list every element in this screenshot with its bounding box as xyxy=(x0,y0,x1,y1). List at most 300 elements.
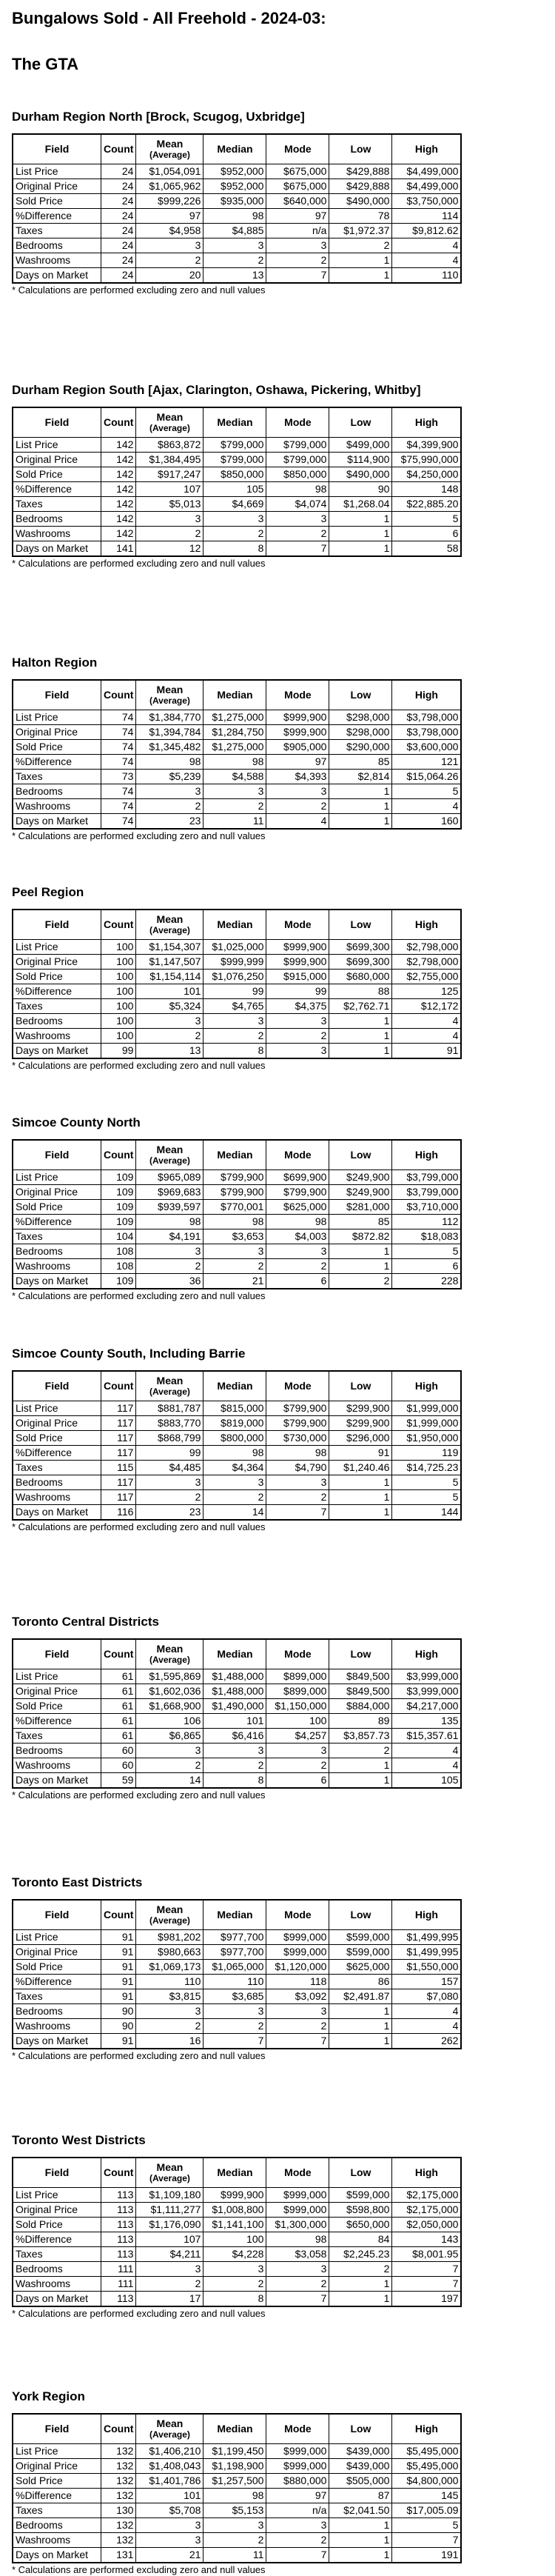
cell-field: Taxes xyxy=(13,770,101,784)
table-row xyxy=(13,1014,461,1029)
cell-mean: 2 xyxy=(136,253,204,268)
cell-high: 110 xyxy=(392,268,462,284)
cell-high: 4 xyxy=(392,238,462,253)
cell-count: 132 xyxy=(101,2444,136,2459)
table-row xyxy=(13,2444,461,2459)
table-row xyxy=(13,1773,461,1789)
cell-count: 24 xyxy=(101,164,136,179)
table-header-row xyxy=(13,680,461,710)
cell-low: 1 xyxy=(329,527,392,541)
table-body xyxy=(13,1401,461,1521)
cell-high: $7,080 xyxy=(392,1989,462,2004)
cell-high: $14,725.23 xyxy=(392,1461,462,1475)
cell-mode: $1,300,000 xyxy=(266,2218,329,2232)
cell-count: 74 xyxy=(101,799,136,814)
cell-high: 58 xyxy=(392,541,462,557)
cell-high: 145 xyxy=(392,2489,462,2503)
cell-field: Washrooms xyxy=(13,799,101,814)
col-header-median: Median xyxy=(204,407,266,438)
cell-field: Sold Price xyxy=(13,467,101,482)
cell-median: $1,257,500 xyxy=(204,2474,266,2489)
table-body xyxy=(13,164,461,284)
cell-mode: 3 xyxy=(266,2262,329,2277)
cell-high: $1,499,995 xyxy=(392,1945,462,1960)
table-row xyxy=(13,814,461,830)
cell-mode: 2 xyxy=(266,1490,329,1505)
cell-count: 141 xyxy=(101,541,136,557)
cell-field: Taxes xyxy=(13,497,101,512)
cell-high: 114 xyxy=(392,209,462,224)
cell-mode: $880,000 xyxy=(266,2474,329,2489)
table-header-row xyxy=(13,2414,461,2444)
table-row xyxy=(13,799,461,814)
cell-count: 142 xyxy=(101,497,136,512)
cell-high: $12,172 xyxy=(392,999,462,1014)
table-row xyxy=(13,224,461,238)
cell-median: $999,999 xyxy=(204,955,266,970)
col-header-low: Low xyxy=(329,2158,392,2188)
table-row xyxy=(13,1215,461,1229)
cell-mode: $899,000 xyxy=(266,1669,329,1684)
cell-low: $849,500 xyxy=(329,1669,392,1684)
cell-high: 119 xyxy=(392,1446,462,1461)
cell-mean: 110 xyxy=(136,1975,204,1989)
cell-count: 142 xyxy=(101,527,136,541)
cell-count: 132 xyxy=(101,2474,136,2489)
cell-mean: 3 xyxy=(136,1744,204,1758)
table-body xyxy=(13,1930,461,2049)
cell-field: %Difference xyxy=(13,1446,101,1461)
cell-high: $3,750,000 xyxy=(392,194,462,209)
region-title: Simcoe County North xyxy=(12,1115,141,1129)
cell-high: $4,499,000 xyxy=(392,164,462,179)
stats-table xyxy=(12,1139,462,1289)
cell-mean: $969,683 xyxy=(136,1185,204,1200)
cell-mean: $1,668,900 xyxy=(136,1699,204,1714)
report-title: Bungalows Sold - All Freehold - 2024-03: xyxy=(12,9,326,27)
table-header-row xyxy=(13,1639,461,1669)
col-header-low: Low xyxy=(329,134,392,164)
cell-median: $1,076,250 xyxy=(204,970,266,984)
table-header-row xyxy=(13,1900,461,1930)
cell-field: List Price xyxy=(13,1170,101,1185)
col-header-mode: Mode xyxy=(266,1900,329,1930)
cell-median: $799,000 xyxy=(204,438,266,453)
cell-median: $819,000 xyxy=(204,1416,266,1431)
cell-high: $5,495,000 xyxy=(392,2459,462,2474)
cell-low: 1 xyxy=(329,541,392,557)
cell-median: $4,885 xyxy=(204,224,266,238)
cell-mean: 101 xyxy=(136,2489,204,2503)
table-row xyxy=(13,999,461,1014)
cell-mean: $1,154,114 xyxy=(136,970,204,984)
table-row xyxy=(13,1244,461,1259)
cell-median: 3 xyxy=(204,238,266,253)
cell-low: $680,000 xyxy=(329,970,392,984)
cell-median: $6,416 xyxy=(204,1729,266,1744)
cell-mean: $4,191 xyxy=(136,1229,204,1244)
cell-mode: 4 xyxy=(266,814,329,830)
cell-mean: 2 xyxy=(136,1758,204,1773)
col-header-median: Median xyxy=(204,134,266,164)
cell-mode: $999,000 xyxy=(266,1930,329,1945)
table-row xyxy=(13,1669,461,1684)
cell-count: 100 xyxy=(101,999,136,1014)
cell-mode: $675,000 xyxy=(266,179,329,194)
cell-mean: 23 xyxy=(136,1505,204,1521)
cell-mean: $5,708 xyxy=(136,2503,204,2518)
cell-field: %Difference xyxy=(13,984,101,999)
cell-count: 91 xyxy=(101,1960,136,1975)
cell-mean: $1,384,495 xyxy=(136,453,204,467)
cell-low: 2 xyxy=(329,2262,392,2277)
table-row xyxy=(13,1989,461,2004)
table-row xyxy=(13,1505,461,1521)
cell-high: $4,499,000 xyxy=(392,179,462,194)
cell-mean: 21 xyxy=(136,2548,204,2563)
cell-median: 98 xyxy=(204,1446,266,1461)
table-header-row xyxy=(13,2158,461,2188)
cell-mean: 99 xyxy=(136,1446,204,1461)
cell-low: 88 xyxy=(329,984,392,999)
calculation-footnote: * Calculations are performed excluding zero and null values xyxy=(12,2308,266,2319)
cell-low: $249,900 xyxy=(329,1185,392,1200)
cell-mode: 3 xyxy=(266,1044,329,1059)
cell-count: 99 xyxy=(101,1044,136,1059)
cell-high: 5 xyxy=(392,1244,462,1259)
cell-field: Sold Price xyxy=(13,1431,101,1446)
cell-mean: $5,324 xyxy=(136,999,204,1014)
col-header-median: Median xyxy=(204,1639,266,1669)
cell-high: $2,175,000 xyxy=(392,2203,462,2218)
cell-low: $298,000 xyxy=(329,710,392,725)
cell-field: Days on Market xyxy=(13,2548,101,2563)
cell-field: Sold Price xyxy=(13,2474,101,2489)
cell-median: 110 xyxy=(204,1975,266,1989)
cell-mode: $999,000 xyxy=(266,2459,329,2474)
cell-mode: $799,900 xyxy=(266,1416,329,1431)
cell-median: $1,490,000 xyxy=(204,1699,266,1714)
cell-field: %Difference xyxy=(13,755,101,770)
cell-field: Days on Market xyxy=(13,814,101,830)
cell-mode: $4,375 xyxy=(266,999,329,1014)
cell-high: 5 xyxy=(392,512,462,527)
cell-mode: 7 xyxy=(266,2292,329,2307)
cell-mode: 3 xyxy=(266,1244,329,1259)
cell-field: Bedrooms xyxy=(13,2518,101,2533)
cell-low: $650,000 xyxy=(329,2218,392,2232)
cell-count: 113 xyxy=(101,2247,136,2262)
cell-mode: 97 xyxy=(266,209,329,224)
cell-mode: 2 xyxy=(266,2019,329,2034)
cell-mode: 98 xyxy=(266,1215,329,1229)
cell-high: $3,798,000 xyxy=(392,710,462,725)
cell-low: 1 xyxy=(329,1490,392,1505)
cell-median: 8 xyxy=(204,1773,266,1789)
cell-mode: 6 xyxy=(266,1274,329,1289)
table-row xyxy=(13,209,461,224)
cell-high: 121 xyxy=(392,755,462,770)
cell-mean: $4,211 xyxy=(136,2247,204,2262)
cell-count: 24 xyxy=(101,209,136,224)
col-header-mean: Mean (Average) xyxy=(136,407,204,438)
cell-low: 85 xyxy=(329,1215,392,1229)
cell-median: 3 xyxy=(204,2004,266,2019)
cell-high: $4,399,900 xyxy=(392,438,462,453)
cell-high: $9,812.62 xyxy=(392,224,462,238)
cell-mode: 3 xyxy=(266,1744,329,1758)
stats-table xyxy=(12,1638,462,1789)
cell-median: 3 xyxy=(204,1014,266,1029)
table-row xyxy=(13,497,461,512)
cell-high: 5 xyxy=(392,2518,462,2533)
cell-field: Original Price xyxy=(13,1185,101,1200)
cell-median: $1,008,800 xyxy=(204,2203,266,2218)
cell-mean: $1,401,786 xyxy=(136,2474,204,2489)
cell-count: 59 xyxy=(101,1773,136,1789)
cell-median: 13 xyxy=(204,268,266,284)
cell-high: 4 xyxy=(392,2019,462,2034)
cell-count: 91 xyxy=(101,1975,136,1989)
col-header-count: Count xyxy=(101,134,136,164)
table-row xyxy=(13,1401,461,1416)
cell-low: $429,888 xyxy=(329,179,392,194)
table-row xyxy=(13,1416,461,1431)
cell-high: $3,999,000 xyxy=(392,1669,462,1684)
cell-field: Original Price xyxy=(13,2203,101,2218)
cell-mode: $4,393 xyxy=(266,770,329,784)
cell-low: $2,762.71 xyxy=(329,999,392,1014)
col-header-low: Low xyxy=(329,1371,392,1401)
cell-mean: 2 xyxy=(136,527,204,541)
cell-count: 24 xyxy=(101,238,136,253)
cell-low: 1 xyxy=(329,2019,392,2034)
cell-high: 7 xyxy=(392,2277,462,2292)
cell-mean: $5,013 xyxy=(136,497,204,512)
cell-field: Original Price xyxy=(13,1684,101,1699)
table-row xyxy=(13,1461,461,1475)
cell-field: List Price xyxy=(13,164,101,179)
table-row xyxy=(13,755,461,770)
cell-low: $1,268.04 xyxy=(329,497,392,512)
cell-count: 109 xyxy=(101,1185,136,1200)
cell-median: $1,284,750 xyxy=(204,725,266,740)
cell-high: $1,550,000 xyxy=(392,1960,462,1975)
cell-mode: 118 xyxy=(266,1975,329,1989)
col-header-high: High xyxy=(392,2158,462,2188)
cell-high: $4,217,000 xyxy=(392,1699,462,1714)
cell-mode: 7 xyxy=(266,268,329,284)
cell-median: 2 xyxy=(204,2277,266,2292)
col-header-mode: Mode xyxy=(266,407,329,438)
table-row xyxy=(13,2548,461,2563)
cell-mean: 106 xyxy=(136,1714,204,1729)
cell-count: 61 xyxy=(101,1714,136,1729)
table-row xyxy=(13,1185,461,1200)
cell-low: $298,000 xyxy=(329,725,392,740)
col-header-count: Count xyxy=(101,2158,136,2188)
cell-high: $2,050,000 xyxy=(392,2218,462,2232)
cell-mode: n/a xyxy=(266,2503,329,2518)
stats-table xyxy=(12,679,462,830)
cell-low: 1 xyxy=(329,784,392,799)
cell-median: 101 xyxy=(204,1714,266,1729)
cell-high: $1,999,000 xyxy=(392,1401,462,1416)
cell-count: 117 xyxy=(101,1431,136,1446)
cell-low: $296,000 xyxy=(329,1431,392,1446)
cell-field: Taxes xyxy=(13,1729,101,1744)
table-row xyxy=(13,2503,461,2518)
cell-count: 61 xyxy=(101,1729,136,1744)
cell-mean: 13 xyxy=(136,1044,204,1059)
cell-high: 105 xyxy=(392,1773,462,1789)
cell-high: $15,064.26 xyxy=(392,770,462,784)
cell-mean: 17 xyxy=(136,2292,204,2307)
col-header-low: Low xyxy=(329,1639,392,1669)
cell-mean: $965,089 xyxy=(136,1170,204,1185)
cell-high: $2,798,000 xyxy=(392,940,462,955)
cell-low: 1 xyxy=(329,1259,392,1274)
cell-high: 228 xyxy=(392,1274,462,1289)
cell-mean: 2 xyxy=(136,1490,204,1505)
cell-mode: $999,000 xyxy=(266,2188,329,2203)
table-row xyxy=(13,238,461,253)
cell-high: 7 xyxy=(392,2533,462,2548)
cell-median: $815,000 xyxy=(204,1401,266,1416)
cell-high: $3,999,000 xyxy=(392,1684,462,1699)
cell-low: $3,857.73 xyxy=(329,1729,392,1744)
cell-high: 91 xyxy=(392,1044,462,1059)
cell-field: Days on Market xyxy=(13,2034,101,2049)
cell-mode: $4,074 xyxy=(266,497,329,512)
cell-high: $2,175,000 xyxy=(392,2188,462,2203)
cell-mode: $699,900 xyxy=(266,1170,329,1185)
table-row xyxy=(13,1200,461,1215)
col-header-count: Count xyxy=(101,1639,136,1669)
cell-high: $3,799,000 xyxy=(392,1170,462,1185)
table-row xyxy=(13,2262,461,2277)
cell-median: $4,228 xyxy=(204,2247,266,2262)
cell-high: $17,005.09 xyxy=(392,2503,462,2518)
cell-mode: 97 xyxy=(266,755,329,770)
table-row xyxy=(13,1684,461,1699)
col-header-low: Low xyxy=(329,2414,392,2444)
cell-mode: 98 xyxy=(266,1446,329,1461)
col-header-mean: Mean (Average) xyxy=(136,2414,204,2444)
cell-median: 2 xyxy=(204,1259,266,1274)
cell-field: Days on Market xyxy=(13,1773,101,1789)
cell-high: 7 xyxy=(392,2262,462,2277)
cell-field: List Price xyxy=(13,1401,101,1416)
cell-mode: 3 xyxy=(266,238,329,253)
col-header-high: High xyxy=(392,407,462,438)
col-header-median: Median xyxy=(204,2158,266,2188)
cell-mean: 2 xyxy=(136,2019,204,2034)
cell-field: Bedrooms xyxy=(13,1244,101,1259)
table-header-row xyxy=(13,407,461,438)
cell-count: 90 xyxy=(101,2004,136,2019)
cell-high: $4,250,000 xyxy=(392,467,462,482)
cell-count: 113 xyxy=(101,2292,136,2307)
cell-count: 74 xyxy=(101,814,136,830)
cell-median: 2 xyxy=(204,1490,266,1505)
cell-low: 1 xyxy=(329,1044,392,1059)
cell-count: 100 xyxy=(101,940,136,955)
col-header-median: Median xyxy=(204,680,266,710)
cell-count: 109 xyxy=(101,1215,136,1229)
cell-mean: 3 xyxy=(136,784,204,799)
cell-median: $1,199,450 xyxy=(204,2444,266,2459)
col-header-mode: Mode xyxy=(266,1639,329,1669)
cell-median: 8 xyxy=(204,541,266,557)
cell-median: $799,900 xyxy=(204,1185,266,1200)
col-header-count: Count xyxy=(101,2414,136,2444)
cell-mode: $999,000 xyxy=(266,2444,329,2459)
cell-median: 100 xyxy=(204,2232,266,2247)
cell-median: $800,000 xyxy=(204,1431,266,1446)
table-row xyxy=(13,2474,461,2489)
cell-mode: 7 xyxy=(266,1505,329,1521)
cell-field: Washrooms xyxy=(13,2277,101,2292)
col-header-high: High xyxy=(392,1140,462,1170)
cell-count: 131 xyxy=(101,2548,136,2563)
table-body xyxy=(13,438,461,557)
cell-high: $75,990,000 xyxy=(392,453,462,467)
cell-mode: $999,900 xyxy=(266,940,329,955)
cell-field: Washrooms xyxy=(13,1490,101,1505)
cell-mean: 2 xyxy=(136,1029,204,1044)
cell-mean: $1,109,180 xyxy=(136,2188,204,2203)
cell-low: $699,300 xyxy=(329,955,392,970)
cell-median: $4,588 xyxy=(204,770,266,784)
cell-low: $281,000 xyxy=(329,1200,392,1215)
cell-field: Taxes xyxy=(13,1229,101,1244)
cell-field: Original Price xyxy=(13,2459,101,2474)
cell-count: 132 xyxy=(101,2533,136,2548)
col-header-field: Field xyxy=(13,680,101,710)
cell-mode: $799,000 xyxy=(266,438,329,453)
cell-high: 157 xyxy=(392,1975,462,1989)
table-row xyxy=(13,1699,461,1714)
cell-mean: 3 xyxy=(136,238,204,253)
cell-field: Bedrooms xyxy=(13,1475,101,1490)
cell-field: Original Price xyxy=(13,179,101,194)
col-header-field: Field xyxy=(13,407,101,438)
region-section-6 xyxy=(12,1347,462,1533)
table-row xyxy=(13,940,461,955)
cell-mean: 2 xyxy=(136,1259,204,1274)
table-row xyxy=(13,512,461,527)
table-header-row xyxy=(13,910,461,940)
cell-field: Sold Price xyxy=(13,1699,101,1714)
cell-high: $22,885.20 xyxy=(392,497,462,512)
cell-median: 3 xyxy=(204,1744,266,1758)
cell-mode: $999,000 xyxy=(266,1945,329,1960)
cell-low: 2 xyxy=(329,238,392,253)
cell-field: Bedrooms xyxy=(13,238,101,253)
col-header-low: Low xyxy=(329,407,392,438)
cell-field: Bedrooms xyxy=(13,2004,101,2019)
cell-field: Days on Market xyxy=(13,2292,101,2307)
col-header-low: Low xyxy=(329,680,392,710)
cell-count: 108 xyxy=(101,1259,136,1274)
cell-low: 1 xyxy=(329,253,392,268)
cell-low: 1 xyxy=(329,2548,392,2563)
col-header-field: Field xyxy=(13,1900,101,1930)
cell-mode: $999,900 xyxy=(266,710,329,725)
cell-mode: 2 xyxy=(266,1758,329,1773)
cell-median: $999,900 xyxy=(204,2188,266,2203)
